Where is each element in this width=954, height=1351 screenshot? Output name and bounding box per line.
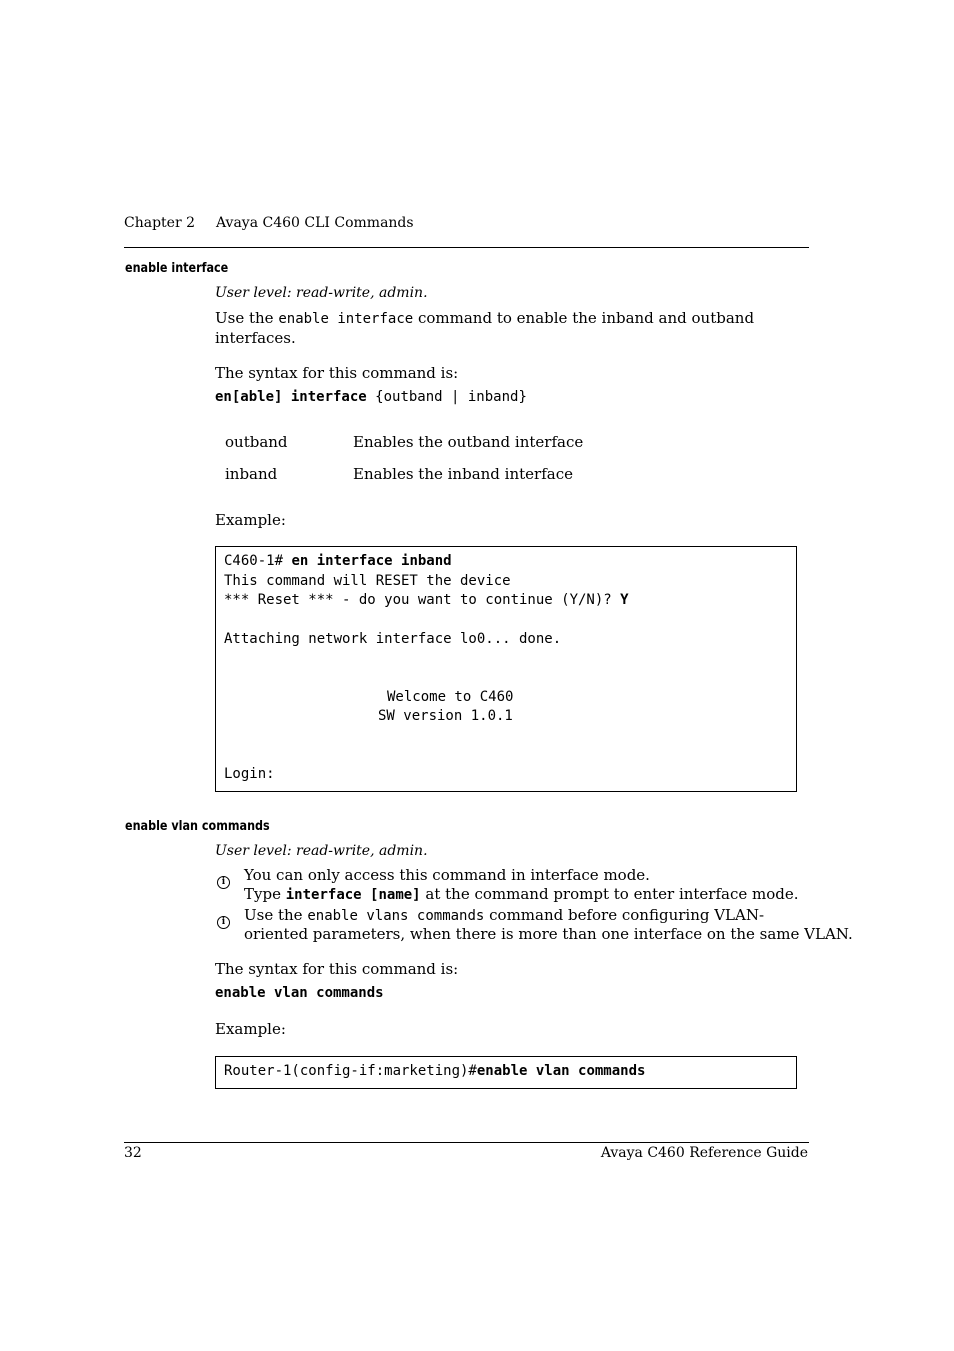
info-icon: i <box>217 869 230 889</box>
param-name-outband: outband <box>225 433 288 451</box>
syntax-params: {outband | inband} <box>375 389 527 405</box>
code-line-router <box>224 1063 645 1079</box>
note1-line2 <box>244 885 799 903</box>
code-command-2: enable vlan commands <box>476 1063 646 1079</box>
note1-pre: Type <box>244 885 281 903</box>
syntax-command: en[able] interface <box>215 389 367 405</box>
note2-pre: Use the <box>244 906 303 924</box>
note1-line1: You can only access this command in interface mode. <box>244 866 650 884</box>
note1-post: at the command prompt to enter interface mode. <box>425 885 799 903</box>
syntax-intro-2: The syntax for this command is: <box>215 960 459 978</box>
note2-line2: oriented parameters, when there is more than one interface on the same VLAN. <box>244 925 853 943</box>
code-line-login: Login: <box>224 766 275 782</box>
example-code-box-2 <box>215 1056 797 1089</box>
param-name-inband: inband <box>225 465 278 483</box>
code-line-3 <box>224 592 629 608</box>
note2-code: enable vlans commands <box>307 908 485 924</box>
param-desc-inband: Enables the inband interface <box>353 465 573 483</box>
code-line-welcome: Welcome to C460 <box>387 689 514 705</box>
syntax-line <box>215 389 527 405</box>
note2-post: command before configuring VLAN- <box>489 906 765 924</box>
footer-guide-title: Avaya C460 Reference Guide <box>600 1145 808 1161</box>
header-rule <box>124 247 809 248</box>
code-prompt-2: Router-1(config-if:marketing)# <box>224 1063 477 1079</box>
code-line-2: This command will RESET the device <box>224 573 511 589</box>
example-label: Example: <box>215 511 286 529</box>
syntax-intro: The syntax for this command is: <box>215 364 459 382</box>
description-code: enable interface <box>278 311 414 327</box>
description-post: command to enable the inband and outband <box>417 309 755 327</box>
example-label-2: Example: <box>215 1020 286 1038</box>
description-pre: Use the <box>215 309 274 327</box>
param-desc-outband: Enables the outband interface <box>353 433 584 451</box>
code-prompt: C460-1# <box>224 553 292 569</box>
note2-line1 <box>244 906 764 924</box>
code-reset-prompt: *** Reset *** - do you want to continue (Y/N)? <box>224 592 621 608</box>
section-heading-enable-vlan-commands: enable vlan commands <box>125 819 270 834</box>
code-line-4: Attaching network interface lo0... done. <box>224 631 562 647</box>
section-heading-enable-interface: enable interface <box>125 261 229 276</box>
header-title: Avaya C460 CLI Commands <box>216 215 414 231</box>
example-code-box <box>215 546 797 792</box>
footer-rule <box>124 1142 809 1143</box>
code-line-version: SW version 1.0.1 <box>378 708 513 724</box>
user-level-text: User level: read-write, admin. <box>215 285 428 301</box>
page-number: 32 <box>124 1145 142 1161</box>
note1-code: interface [name] <box>285 887 421 903</box>
info-icon: i <box>217 909 230 929</box>
description-line1 <box>215 309 754 327</box>
syntax-command-2: enable vlan commands <box>215 985 384 1001</box>
user-level-text-2: User level: read-write, admin. <box>215 843 428 859</box>
code-command: en interface inband <box>291 553 452 569</box>
description-line2: interfaces. <box>215 329 296 347</box>
header-chapter: Chapter 2 <box>124 215 195 231</box>
code-answer: Y <box>620 592 629 608</box>
code-line-1 <box>224 553 452 569</box>
